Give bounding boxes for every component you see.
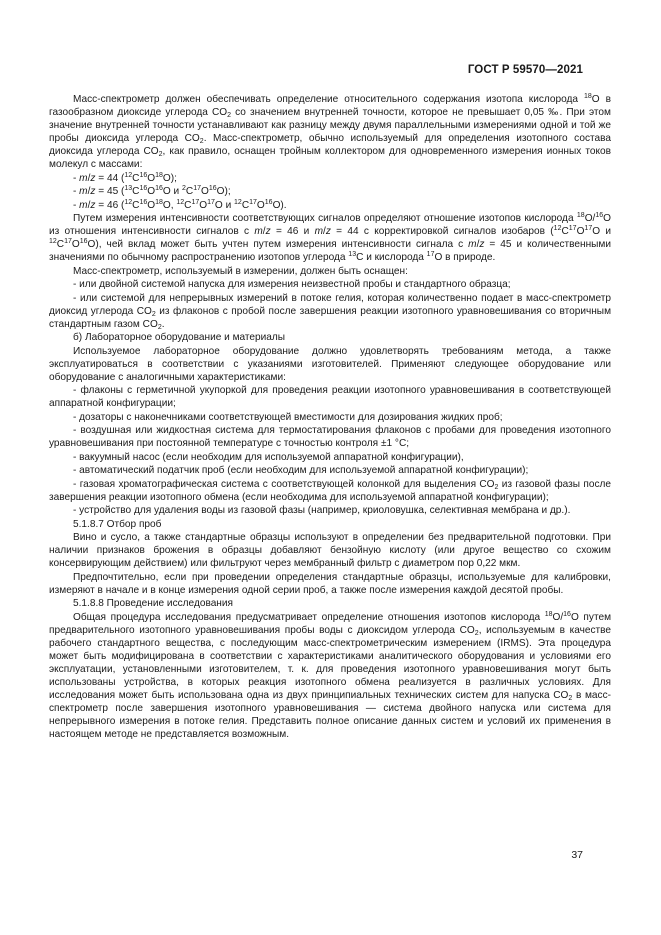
paragraph: Масс-спектрометр должен обеспечивать определение относительного содержания изотопа кислорода $^{18}$O в газообразном диоксиде углерода $CO_2$ со значением внутренней точности, которое не превышает 0,05 ‰. При этом значение внутренней точности устанавливают как разницу между двумя параллельными измерениями одной и той же пробы диоксида углерода $CO_2$. Масс-спектрометр, обычно используемый для определения изотопного состава диоксида углерода $CO_2$, как правило, оснащен тройным коллектором для одновременного измерения ионных токов молекул с массами: — [49, 93, 611, 170]
paragraph: Масс-спектрометр, используемый в измерении, должен быть оснащен: — [73, 265, 408, 277]
list-item: - или системой для непрерывных измерений в потоке гелия, которая количественно подает в масс-спектрометр диоксид углерода $CO_2$ из флаконов с пробой после завершения реакции изотопного уравновешивания со вторичным стандартным газом $CO_2$. — [49, 292, 612, 331]
paragraph: Используемое лабораторное оборудование должно удовлетворять требованиям метода, а также эксплуатироваться в соответствии с указаниями изготовителей. Применяют следующее оборудование или оборудование с аналогичными характеристиками: — [49, 345, 611, 383]
page-number: 37 — [571, 849, 583, 861]
paragraph: Вино и сусло, а также стандартные образцы используют в определении без предварительной подготовки. При наличии признаков брожения в образцы добавляют бензойную кислоту (или другое вещество со схожим консервирующим действием) или фильтруют через мембранный фильтр с диаметром пор 0,22 мкм. — [49, 532, 611, 569]
paragraph: Предпочтительно, если при проведении определения стандартные образцы, используемые для калибровки, измеряют в начале и в конце измерения одной серии проб, а также после измерения каждой десятой пробы. — [49, 571, 611, 596]
list-item: - флаконы с герметичной укупоркой для проведения реакции изотопного уравновешивания в соответствующей аппаратной конфигурации; — [49, 385, 611, 409]
section-heading: 5.1.8.7 Отбор проб — [73, 518, 162, 530]
section-heading: 5.1.8.8 Проведение исследования — [73, 598, 233, 609]
list-item: - m/z = 45 ($^{13}C^{16}O^{16}O$ и $^2C^{17}O^{16}O$); — [73, 185, 231, 197]
document-id-header: ГОСТ Р 59570—2021 — [467, 64, 583, 76]
paragraph: Путем измерения интенсивности соответствующих сигналов определяют отношение изотопов кислорода $^{18}$O/$^{16}$O из отношения интенсивности сигналов с m/z = 46 и m/z = 44 с корректировкой сигналов изобаров ($^{12}C^{17}O^{17}O$ и $^{12}C^{17}O^{16}O$), чей вклад может быть учтен путем измерения интенсивности сигнала с m/z = 45 и количественными значениями по обычному распространению изотопов углерода $^{13}$C и кислорода $^{17}$O в природе. — [49, 212, 612, 263]
document-body — [49, 93, 611, 741]
list-item: - воздушная или жидкостная система для термостатирования флаконов с пробами для проведения изотопного уравновешивания при постоянной температуре с точностью контроля ±1 °С; — [49, 425, 611, 449]
list-item: - газовая хроматографическая система с соответствующей колонкой для выделения $CO_2$ из газовой фазы после завершения реакции изотопного обмена (если необходима для используемой аппаратной конфигурации); — [49, 478, 612, 503]
list-item: - или двойной системой напуска для измерения неизвестной пробы и стандартного образца; — [73, 279, 511, 290]
list-item: - устройство для удаления воды из газовой фазы (например, криоловушка, селективная мембрана и др.). — [73, 505, 571, 516]
list-item: - m/z = 44 $(^{12}C^{16}O^{18}O)$; — [73, 171, 177, 184]
subsection-heading: б) Лабораторное оборудование и материалы — [73, 332, 286, 343]
list-item: - m/z = 46 ($^{12}C^{16}O^{18}O$, $^{12}C^{17}O^{17}O$ и $^{12}C^{17}O^{16}O$). — [73, 198, 287, 211]
list-item: - вакуумный насос (если необходим для используемой аппаратной конфигурации), — [73, 451, 464, 463]
list-item: - автоматический податчик проб (если необходим для используемой аппаратной конфигурации); — [73, 465, 529, 476]
list-item: - дозаторы с наконечниками соответствующей вместимости для дозирования жидких проб; — [73, 411, 503, 423]
paragraph: Общая процедура исследования предусматривает определение отношения изотопов кислорода $^{18}$O/$^{16}$O путем предварительного изотопного уравновешивания пробы воды с диоксидом углерода $CO_2$, используемым в качестве рабочего стандартного вещества, с последующим масс-спектрометрическим измерением (IRMS). Эта процедура может быть модифицирована в соответствии с характеристиками аналитического оборудования и условиями его эксплуатации, установленными изготовителем, т. к. для проведения изотопного уравновешивания могут быть использованы устройства, в которых реакция изотопного обмена реализуется в различных условиях. Для исследования может быть использована одна из двух принципиальных технических систем для напуска $CO_2$ в масс-спектрометр после завершения изотопного уравновешивания — система двойного напуска или система для непрерывного измерения в потоке гелия. Представить полное описание данных систем и условий их применения в настоящем методе не представляется возможным. — [49, 610, 612, 740]
